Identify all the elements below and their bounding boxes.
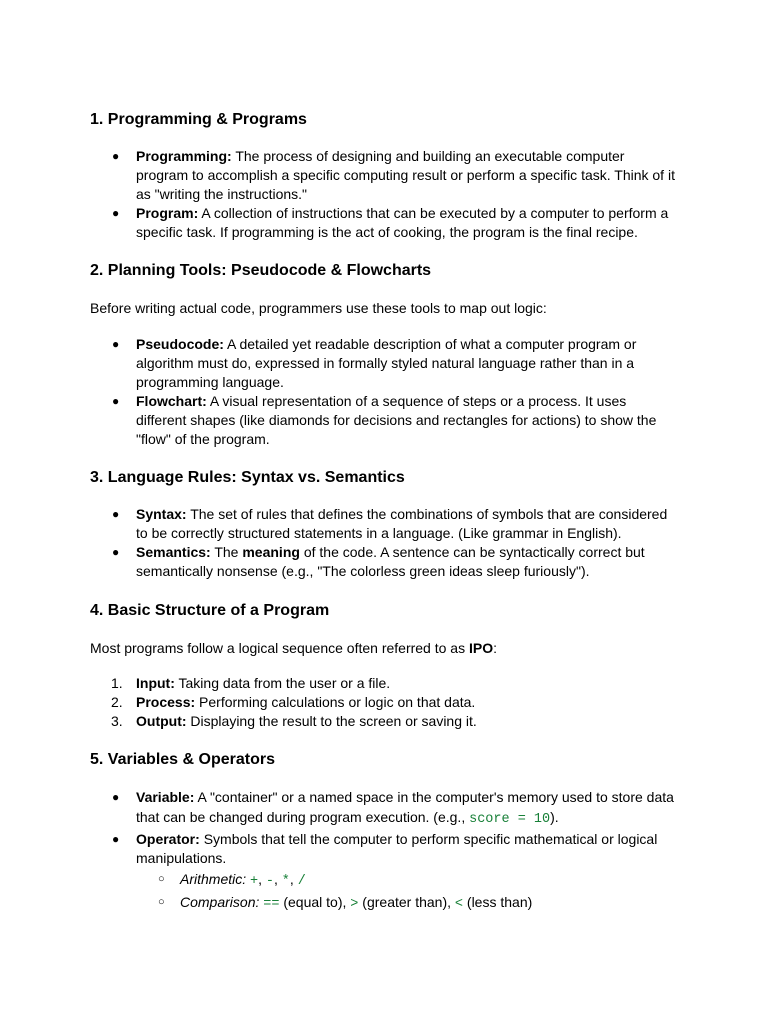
definition-text: ). [550, 809, 559, 825]
sub-list-item [90, 869, 678, 892]
term-label: Flowchart: [136, 393, 207, 409]
bullet-marker: ● [112, 507, 120, 521]
sub-list-item [90, 892, 678, 915]
term-label: Pseudocode: [136, 336, 224, 352]
term-label: Process: [136, 694, 196, 710]
operator-code: * [281, 874, 290, 889]
separator: , [258, 871, 263, 887]
definition-text: The process of designing and building an executable computer program to accomplish a specific computing result or perform a specific task. Think of it as "writing the instructions." [136, 148, 675, 202]
bullet-marker: ● [112, 545, 120, 559]
term-label: Semantics: [136, 544, 211, 560]
definition-text: A collection of instructions that can be executed by a computer to perform a specific task. If programming is the act of cooking, the program is the final recipe. [136, 205, 669, 240]
term-label: Program: [136, 205, 199, 221]
definition-text: A "container" or a named space in the computer's memory used to store data that can be changed during program execution. (e.g., [136, 789, 674, 825]
definition-text: A detailed yet readable description of what a computer program or algorithm must do, expressed in formally styled natural language rather than in a programming language. [136, 336, 637, 390]
section-heading: 3. Language Rules: Syntax vs. Semantics [90, 469, 405, 486]
definition-text: Displaying the result to the screen or saving it. [190, 713, 477, 729]
emphasis-word: meaning [242, 544, 300, 560]
definition-text: A visual representation of a sequence of steps or a process. It uses different shapes (like diamonds for decisions and rectangles for actions) to show the "flow" of the program. [136, 393, 657, 447]
intro-punctuation: : [493, 640, 497, 656]
list-item [90, 693, 678, 712]
section-heading: 1. Programming & Programs [90, 111, 307, 128]
bullet-marker: ● [112, 149, 120, 163]
term-label: Output: [136, 713, 187, 729]
operator-code: + [250, 874, 259, 889]
bullet-marker: ● [112, 206, 120, 220]
definition-text: Performing calculations or logic on that data. [199, 694, 476, 710]
list-item [90, 787, 678, 830]
definition-text: Taking data from the user or a file. [178, 675, 391, 691]
bullet-list [90, 505, 678, 581]
code-snippet: score = 10 [469, 812, 551, 827]
list-item [90, 505, 678, 543]
definition-text: The [214, 544, 239, 560]
list-item [90, 830, 678, 915]
bullet-marker: ● [112, 394, 120, 408]
operator-code: / [297, 874, 306, 889]
section-intro [90, 639, 678, 658]
operator-description: (equal to), [283, 894, 347, 910]
term-label: Operator: [136, 831, 200, 847]
list-item [90, 392, 678, 449]
list-item [90, 147, 678, 204]
list-number: 1. [111, 675, 123, 691]
operator-description: (greater than), [362, 894, 452, 910]
section-intro: Before writing actual code, programmers use these tools to map out logic: [90, 300, 547, 316]
list-item [90, 335, 678, 392]
operator-code: == [263, 897, 280, 912]
operator-category-label: Arithmetic: [180, 871, 247, 887]
separator: , [274, 871, 278, 887]
emphasis-word: IPO [468, 640, 494, 656]
list-item [90, 712, 678, 731]
section-heading: 4. Basic Structure of a Program [90, 602, 330, 619]
section-heading: 5. Variables & Operators [90, 751, 275, 768]
bullet-marker: ● [112, 832, 120, 846]
list-item [90, 204, 678, 242]
section-heading: 2. Planning Tools: Pseudocode & Flowcharts [90, 262, 432, 279]
bullet-list [90, 147, 678, 242]
bullet-list [90, 787, 678, 915]
term-label: Variable: [136, 789, 195, 805]
definition-text: of the code. A sentence can be syntactically correct but semantically nonsense (e.g., "The colorless green ideas sleep furiously"). [136, 544, 645, 579]
bullet-marker: ● [112, 790, 120, 804]
intro-text: Most programs follow a logical sequence often referred to as [90, 640, 466, 656]
sub-bullet-marker: ○ [158, 896, 165, 908]
separator: , [289, 871, 294, 887]
list-number: 3. [111, 713, 123, 729]
list-item [90, 543, 678, 581]
bullet-marker: ● [112, 337, 120, 351]
operator-description: (less than) [466, 894, 533, 910]
bullet-list [90, 335, 678, 449]
sub-bullet-marker: ○ [158, 873, 165, 885]
numbered-list [90, 674, 678, 731]
sub-bullet-list [136, 869, 678, 915]
term-label: Programming: [136, 148, 232, 164]
list-item [90, 674, 678, 693]
operator-code: > [350, 897, 359, 912]
definition-text: Symbols that tell the computer to perform specific mathematical or logical manipulations. [136, 831, 658, 866]
term-label: Input: [136, 675, 175, 691]
operator-code: < [454, 897, 464, 912]
definition-text: The set of rules that defines the combinations of symbols that are considered to be correctly structured statements in a language. (Like grammar in English). [136, 506, 668, 541]
operator-category-label: Comparison: [180, 894, 260, 910]
list-number: 2. [111, 694, 123, 710]
term-label: Syntax: [136, 506, 187, 522]
operator-code: - [265, 874, 275, 889]
